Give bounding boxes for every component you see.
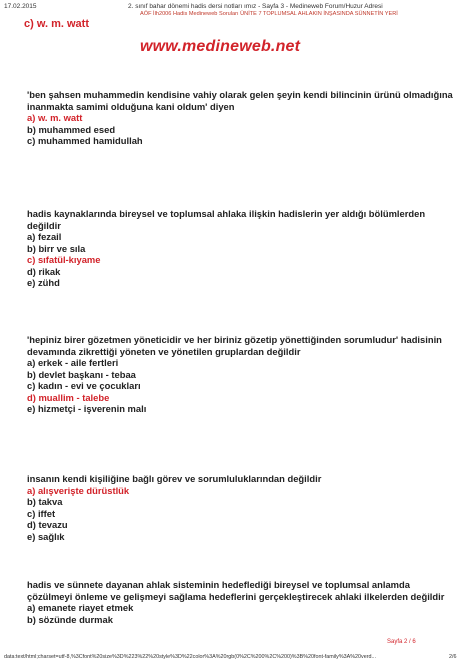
option-item: b) devlet başkanı - tebaa [27,368,136,380]
option-item: e) zühd [27,277,60,288]
print-url: data:text/html;charset=utf-8,%3Cfont%20size%3D%223%22%20style%3D%22color%3A%20rgb(0%2C%200%2C%200)%3B%20font-family%3A%20verd... [4,654,377,660]
option-item: d) tevazu [27,519,68,530]
option-list [27,485,457,543]
print-date: 17.02.2015 [4,3,37,10]
option-item: e) sağlık [27,530,65,542]
question-block [27,208,457,289]
option-item: d) muallim - talebe [27,391,110,403]
option-list [27,357,457,415]
question-block [27,579,457,625]
option-item: b) birr ve sıla [27,242,86,254]
print-page-title: 2. sınıf bahar dönemi hadis dersi notları ımız - Sayfa 3 - Medineweb Forum/Huzur Adresi [128,3,383,10]
option-list [27,602,457,625]
question-text: 'hepiniz birer gözetmen yöneticidir ve her biriniz gözetip yönettiğinden sorumludur' hadisinin devamında zikrettiği yöneten ve yönetilen gruplardan değildir [27,334,442,357]
carried-over-answer: c) w. m. watt [24,18,89,30]
option-item: a) w. m. watt [27,112,83,123]
question-text: hadis kaynaklarında bireysel ve toplumsal ahlaka ilişkin hadislerin yer aldığı bölümlerden değildir [27,208,426,231]
option-item: a) alışverişte dürüstlük [27,484,130,496]
option-list [27,231,457,289]
option-item: e) hizmetçi - işverenin malı [27,403,147,414]
question-block [27,334,457,415]
option-item: b) muhammed esed [27,123,116,135]
option-item: c) iffet [27,507,56,519]
page-indicator: Sayfa 2 / 6 [387,639,416,645]
option-item: c) muhammed hamidullah [27,135,143,146]
option-item: a) fezail [27,231,62,242]
page-number: 2/6 [449,654,457,660]
option-item: d) rikak [27,265,61,277]
option-item: a) erkek - aile fertleri [27,357,119,368]
option-item: c) kadın - evi ve çocukları [27,380,141,391]
option-item: c) sıfatül-kıyame [27,254,101,265]
option-item: b) takva [27,496,63,507]
option-list [27,112,457,147]
question-block [27,473,457,542]
document-subtitle: AÖF İlh2006 Hadis Medineweb Soruları ÜNİTE 7 TOPLUMSAL AHLAKIN İNŞASINDA SÜNNETİN YERİ [140,11,398,17]
option-item: b) sözünde durmak [27,613,113,625]
site-watermark: www.medineweb.net [140,38,301,55]
question-text: 'ben şahsen muhammedin kendisine vahiy olarak gelen şeyin kendi bilincinin ürünü olmadığına inanmakta samimi olduğuna kani oldum' diyen [27,89,453,112]
question-block [27,89,457,147]
question-text: hadis ve sünnete dayanan ahlak sisteminin hedeflediği bireysel ve toplumsal anlamda çözülmeyi önleme ve gelişmeyi sağlama hedeflerini gerçekleştirecek ahlaki ilkelerden değildir [27,579,445,602]
option-item: a) emanete riayet etmek [27,602,134,613]
question-text: insanın kendi kişiliğine bağlı görev ve sorumluluklarından değildir [27,473,322,484]
